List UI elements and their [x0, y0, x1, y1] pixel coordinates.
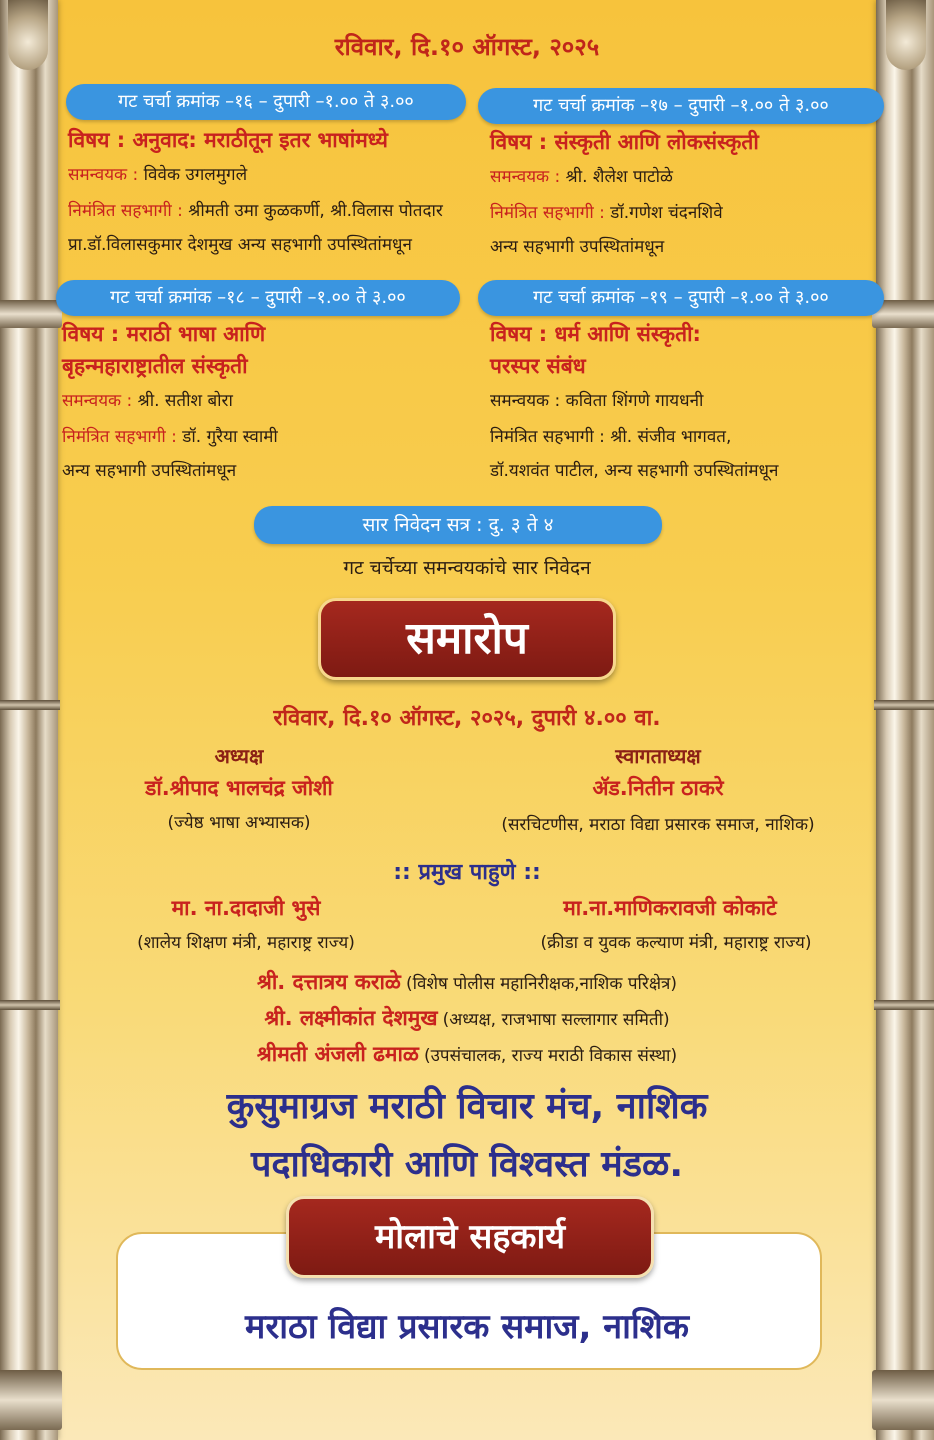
coordinator-label: समन्वयक :: [490, 391, 561, 411]
group-16-subject: विषय : अनुवाद: मराठीतून इतर भाषांमध्ये: [68, 128, 388, 152]
invited-names: श्री. संजीव भागवत,: [610, 427, 732, 447]
guest1-desc: (शालेय शिक्षण मंत्री, महाराष्ट्र राज्य): [137, 933, 355, 953]
coordinator-name: श्री. शैलेश पाटोळे: [565, 167, 673, 187]
invited-label: निमंत्रित सहभागी :: [68, 201, 183, 221]
guest2-name: मा.ना.माणिकरावजी कोकाटे: [563, 896, 777, 920]
closing-datetime: रविवार, दि.१० ऑगस्ट, २०२५, दुपारी ४.०० वा.: [273, 706, 661, 731]
coordinator-name: विवेक उगलमुगले: [143, 165, 248, 185]
pillar-cap: [0, 300, 62, 328]
group-19-subject-line1: विषय : धर्म आणि संस्कृती:: [490, 322, 701, 346]
group-17-coordinator: [490, 164, 673, 187]
president-label: अध्यक्ष: [214, 744, 264, 768]
group-18-subject-line2: बृहन्महाराष्ट्रातील संस्कृती: [62, 354, 248, 378]
other-guest-name: श्रीमती अंजली ढमाळ: [256, 1042, 419, 1066]
other-guest-desc: (विशेष पोलीस महानिरीक्षक,नाशिक परिक्षेत्र): [405, 974, 678, 994]
chief-guests-label: :: प्रमुख पाहुणे ::: [393, 860, 541, 885]
group-19-time-pill: गट चर्चा क्रमांक –१९ – दुपारी –१.०० ते ३.००: [478, 280, 884, 316]
organizer-line2: पदाधिकारी आणि विश्वस्त मंडळ.: [250, 1144, 684, 1185]
other-guest-3: [0, 1040, 934, 1068]
invited-names: श्रीमती उमा कुळकर्णी, श्री.विलास पोतदार: [188, 201, 443, 221]
group-18-invited: [62, 424, 278, 447]
group-17-invited: [490, 200, 723, 223]
group-19-subject-line2: परस्पर संबंध: [490, 354, 586, 378]
coordinator-name: कविता शिंगणे गायधनी: [565, 391, 704, 411]
support-org: मराठा विद्या प्रसारक समाज, नाशिक: [244, 1307, 690, 1347]
group-18-time-pill: गट चर्चा क्रमांक –१८ – दुपारी –१.०० ते ३.००: [56, 280, 460, 316]
invited-names: डॉ.गणेश चंदनशिवे: [610, 203, 723, 223]
group-18-coordinator: [62, 388, 233, 411]
other-guest-2: [0, 1004, 934, 1032]
coordinator-name: श्री. सतीश बोरा: [137, 391, 233, 411]
welcome-label: स्वागताध्यक्ष: [615, 744, 701, 768]
group-17-time-pill: गट चर्चा क्रमांक –१७ – दुपारी –१.०० ते ३.००: [478, 88, 884, 124]
group-19-coordinator: [490, 388, 703, 411]
support-title-badge: मोलाचे सहकार्य: [286, 1196, 654, 1278]
welcome-name: ॲड.नितीन ठाकरे: [592, 776, 724, 800]
summary-session-text: गट चर्चेच्या समन्वयकांचे सार निवेदन: [343, 557, 591, 579]
president-name: डॉ.श्रीपाद भालचंद्र जोशी: [145, 776, 333, 800]
other-guest-name: श्री. लक्ष्मीकांत देशमुख: [264, 1006, 438, 1030]
group-16-extra: प्रा.डॉ.विलासकुमार देशमुख अन्य सहभागी उपस्थितांमधून: [68, 235, 412, 255]
group-17-subject: विषय : संस्कृती आणि लोकसंस्कृती: [490, 130, 759, 154]
group-16-time-pill: गट चर्चा क्रमांक –१६ – दुपारी –१.०० ते ३.००: [66, 84, 466, 120]
guest2-desc: (क्रीडा व युवक कल्याण मंत्री, महाराष्ट्र राज्य): [540, 933, 812, 953]
other-guest-name: श्री. दत्तात्रय कराळे: [256, 970, 401, 994]
pillar-base: [0, 1370, 62, 1430]
group-16-coordinator: [68, 162, 247, 185]
coordinator-label: समन्वयक :: [62, 391, 133, 411]
summary-session-pill: सार निवेदन सत्र : दु. ३ ते ४: [254, 506, 662, 544]
president-desc: (ज्येष्ठ भाषा अभ्यासक): [167, 813, 311, 833]
group-18-extra: अन्य सहभागी उपस्थितांमधून: [62, 461, 237, 481]
invited-label: निमंत्रित सहभागी :: [490, 427, 605, 447]
closing-title-badge: समारोप: [318, 598, 616, 680]
coordinator-label: समन्वयक :: [68, 165, 139, 185]
other-guest-1: [0, 968, 934, 996]
welcome-desc: (सरचिटणीस, मराठा विद्या प्रसारक समाज, नाशिक): [501, 815, 815, 835]
coordinator-label: समन्वयक :: [490, 167, 561, 187]
organizer-line1: कुसुमाग्रज मराठी विचार मंच, नाशिक: [226, 1086, 708, 1127]
group-18-subject-line1: विषय : मराठी भाषा आणि: [62, 322, 266, 346]
guest1-name: मा. ना.दादाजी भुसे: [171, 896, 321, 920]
other-guest-desc: (उपसंचालक, राज्य मराठी विकास संस्था): [423, 1046, 678, 1066]
group-19-extra: डॉ.यशवंत पाटील, अन्य सहभागी उपस्थितांमधून: [490, 461, 779, 481]
group-17-extra: अन्य सहभागी उपस्थितांमधून: [490, 237, 665, 257]
invited-label: निमंत्रित सहभागी :: [62, 427, 177, 447]
pillar-base: [872, 1370, 934, 1430]
invited-names: डॉ. गुरैया स्वामी: [182, 427, 278, 447]
other-guest-desc: (अध्यक्ष, राजभाषा सल्लागार समिती): [442, 1010, 670, 1030]
group-19-invited: [490, 424, 731, 447]
group-16-invited: [68, 198, 443, 221]
invited-label: निमंत्रित सहभागी :: [490, 203, 605, 223]
top-date: रविवार, दि.१० ऑगस्ट, २०२५: [334, 33, 600, 61]
